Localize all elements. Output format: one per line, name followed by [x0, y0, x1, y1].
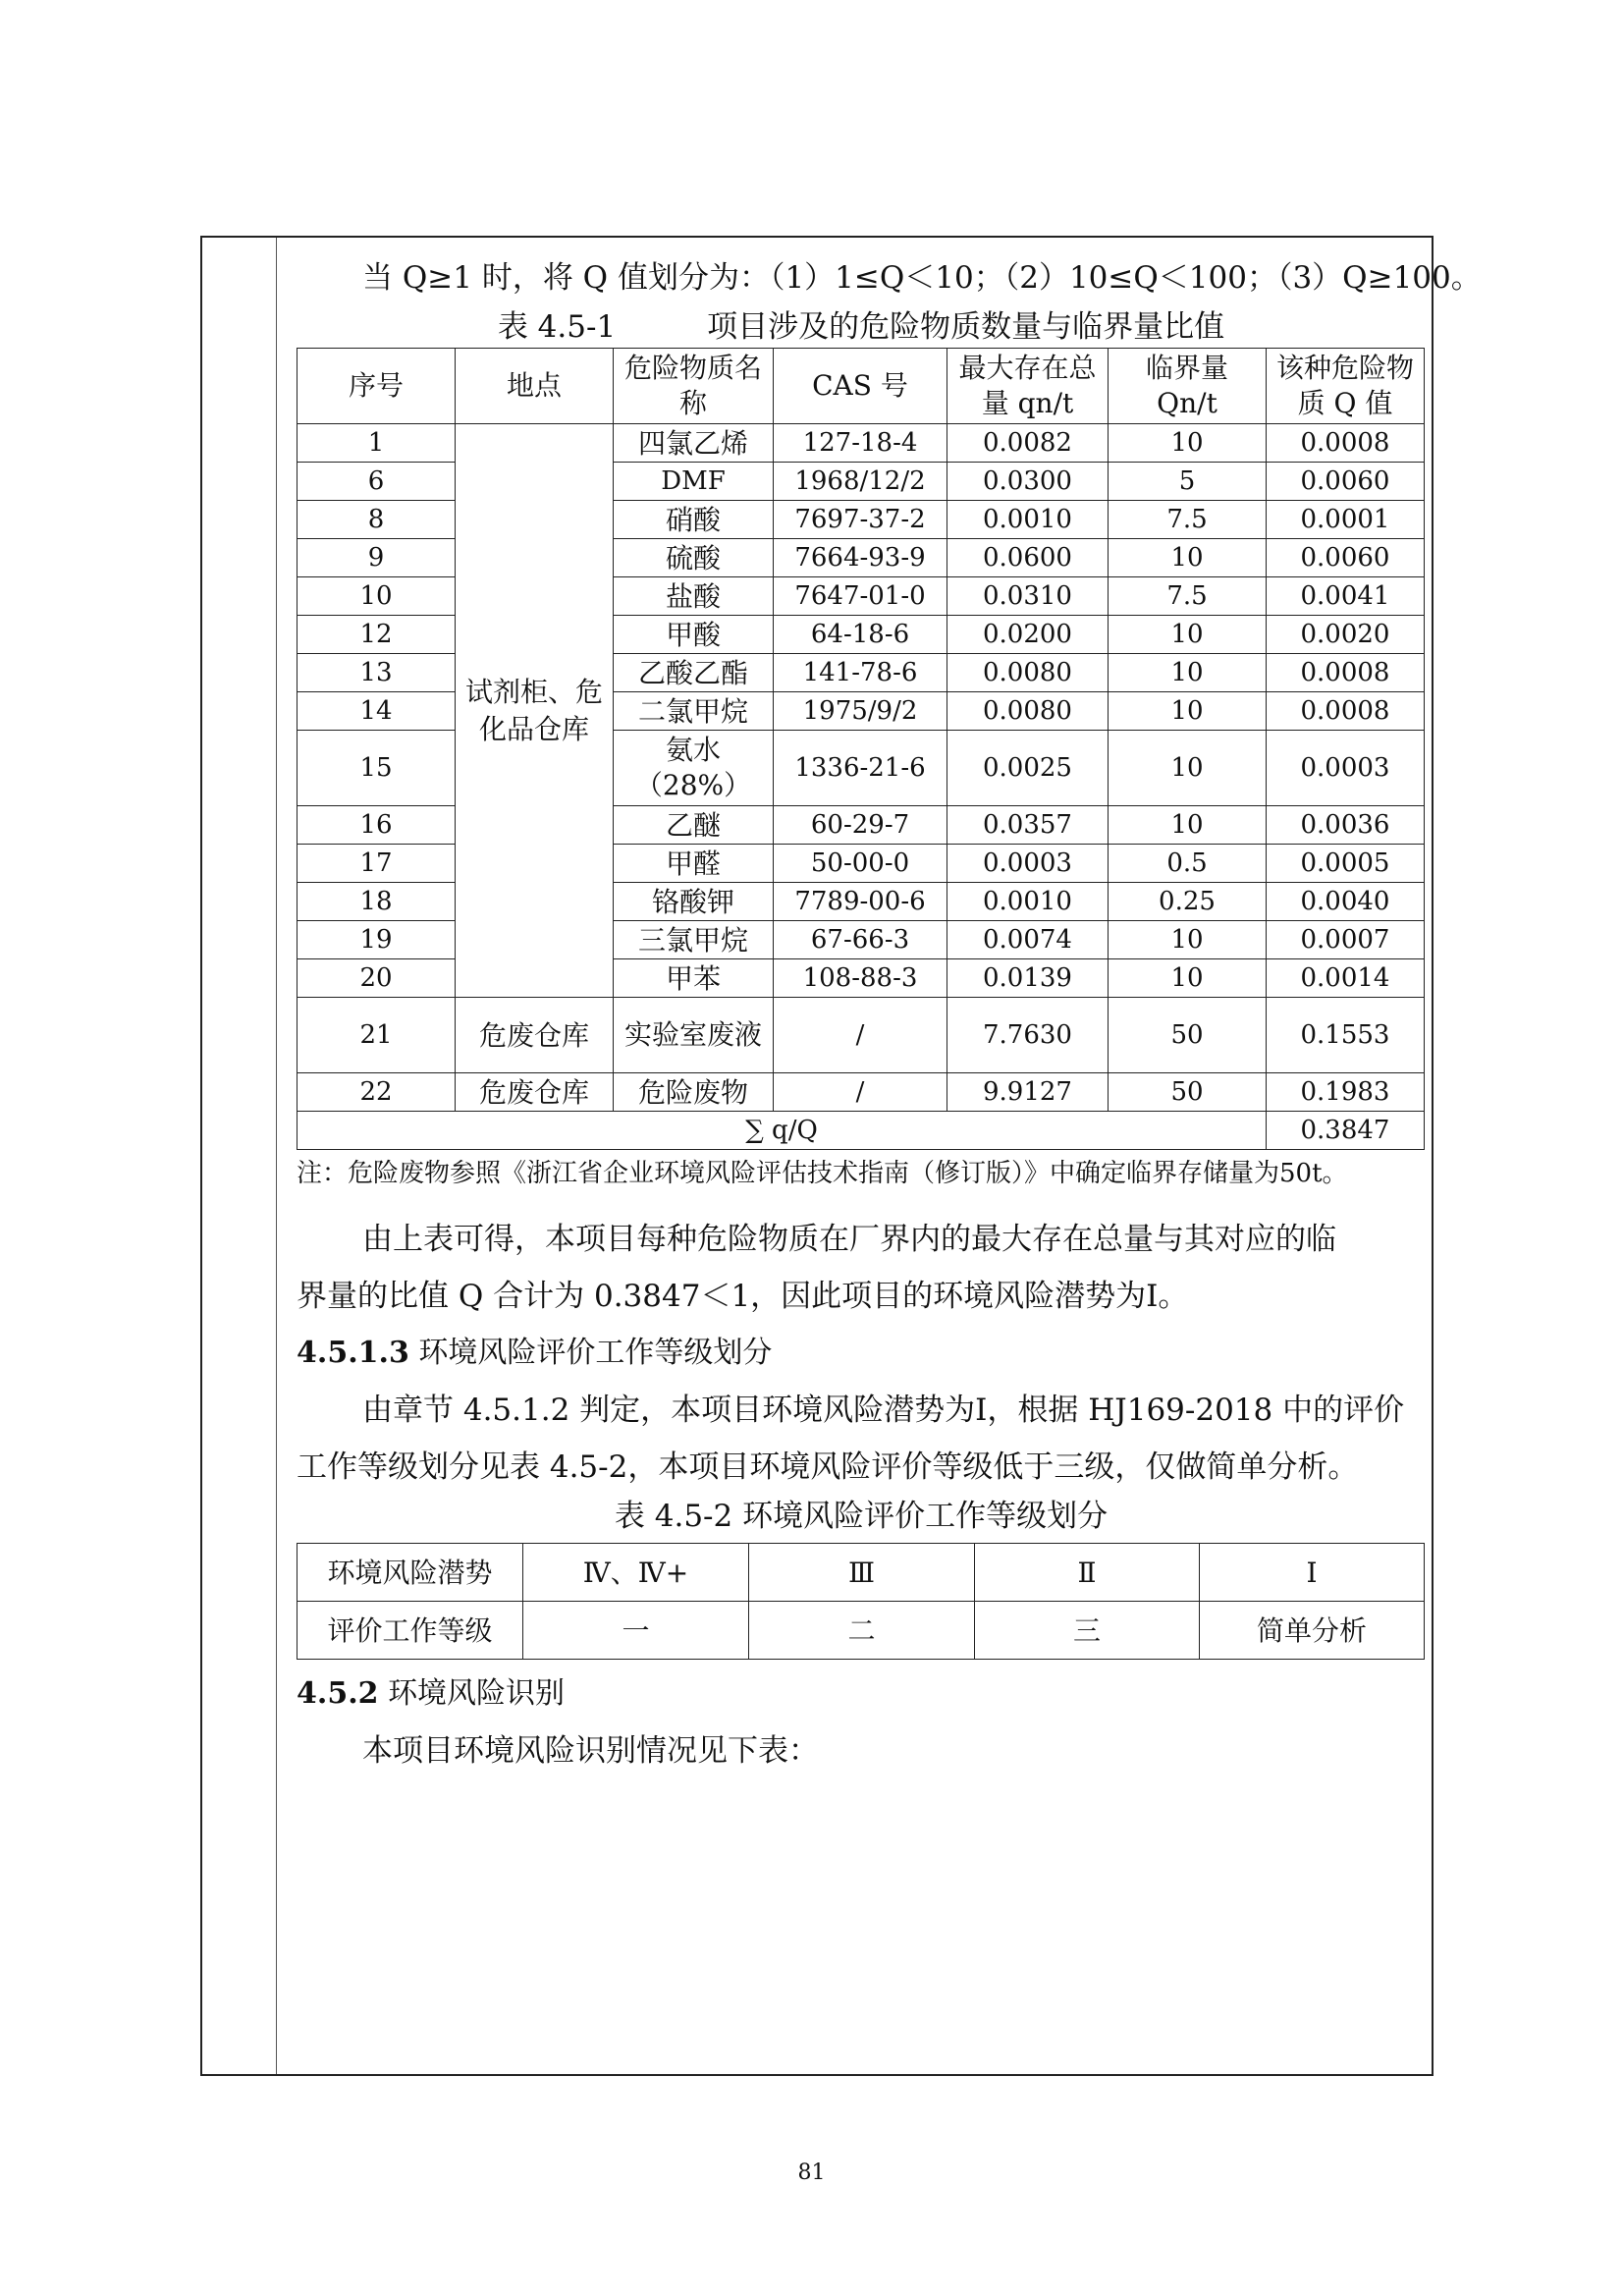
cell-q-value: 0.0003 [1267, 731, 1425, 806]
cell-q-value: 0.0060 [1267, 463, 1425, 501]
cell-max-amount: 0.0082 [947, 424, 1109, 463]
cell-q-value: 0.0008 [1267, 654, 1425, 692]
cell-value: Ⅱ [975, 1544, 1200, 1602]
cell-location: 危废仓库 [456, 1073, 614, 1112]
table-row [298, 424, 1425, 463]
cell-max-amount: 0.0010 [947, 501, 1109, 539]
cell-no: 22 [298, 1073, 456, 1112]
cell-cas: 67-66-3 [774, 921, 947, 959]
cell-cas: 141-78-6 [774, 654, 947, 692]
cell-q-value: 0.0008 [1267, 424, 1425, 463]
cell-cas: 108-88-3 [774, 959, 947, 998]
cell-substance: 乙醚 [614, 806, 774, 845]
section-heading-4-5-1-3 [297, 1325, 1426, 1382]
cell-substance: 四氯乙烯 [614, 424, 774, 463]
paragraph-1-line-2: 界量的比值 Q 合计为 0.3847＜1，因此项目的环境风险潜势为Ⅰ。 [297, 1279, 1189, 1314]
cell-max-amount: 9.9127 [947, 1073, 1109, 1112]
cell-max-amount: 0.0600 [947, 539, 1109, 577]
cell-threshold: 50 [1109, 998, 1267, 1073]
cell-q-value: 0.1983 [1267, 1073, 1425, 1112]
cell-header: 评价工作等级 [298, 1602, 523, 1660]
cell-max-amount: 0.0200 [947, 616, 1109, 654]
cell-substance: 硫酸 [614, 539, 774, 577]
table1-caption: 表 4.5-1 项目涉及的危险物质数量与临界量比值 [497, 309, 1225, 345]
col-header-threshold: 临界量 Qn/t [1109, 349, 1267, 424]
cell-cas: 7664-93-9 [774, 539, 947, 577]
paragraph-2-line-2: 工作等级划分见表 4.5-2，本项目环境风险评价等级低于三级，仅做简单分析。 [297, 1449, 1359, 1485]
cell-max-amount: 0.0003 [947, 845, 1109, 883]
cell-no: 21 [298, 998, 456, 1073]
col-header-q-value: 该种危险物质 Q 值 [1267, 349, 1425, 424]
cell-threshold: 10 [1109, 616, 1267, 654]
cell-no: 16 [298, 806, 456, 845]
heading-text: 环境风险评价工作等级划分 [418, 1336, 773, 1370]
cell-no: 17 [298, 845, 456, 883]
cell-no: 13 [298, 654, 456, 692]
cell-cas: 1968/12/2 [774, 463, 947, 501]
cell-substance: 氨水（28%） [614, 731, 774, 806]
cell-substance: 实验室废液 [614, 998, 774, 1073]
cell-substance: 硝酸 [614, 501, 774, 539]
cell-no: 15 [298, 731, 456, 806]
cell-location: 危废仓库 [456, 998, 614, 1073]
content-area [297, 249, 1482, 1779]
cell-no: 10 [298, 577, 456, 616]
hazard-substance-table [297, 348, 1425, 1150]
cell-q-value: 0.0008 [1267, 692, 1425, 731]
cell-max-amount: 7.7630 [947, 998, 1109, 1073]
cell-substance: 危险废物 [614, 1073, 774, 1112]
col-header-no: 序号 [298, 349, 456, 424]
cell-value: 一 [523, 1602, 749, 1660]
cell-cas: 7647-01-0 [774, 577, 947, 616]
risk-level-table [297, 1543, 1425, 1660]
cell-substance: 甲醛 [614, 845, 774, 883]
cell-max-amount: 0.0025 [947, 731, 1109, 806]
table-row [298, 1544, 1425, 1602]
cell-max-amount: 0.0080 [947, 654, 1109, 692]
col-header-substance: 危险物质名称 [614, 349, 774, 424]
cell-max-amount: 0.0357 [947, 806, 1109, 845]
cell-threshold: 10 [1109, 654, 1267, 692]
cell-threshold: 10 [1109, 921, 1267, 959]
cell-cas: 1336-21-6 [774, 731, 947, 806]
table-row [298, 1073, 1425, 1112]
cell-no: 18 [298, 883, 456, 921]
cell-q-value: 0.0005 [1267, 845, 1425, 883]
cell-threshold: 7.5 [1109, 501, 1267, 539]
cell-q-value: 0.0036 [1267, 806, 1425, 845]
cell-substance: DMF [614, 463, 774, 501]
cell-substance: 甲苯 [614, 959, 774, 998]
cell-threshold: 10 [1109, 959, 1267, 998]
sum-label: ∑ q/Q [298, 1112, 1267, 1150]
cell-no: 6 [298, 463, 456, 501]
cell-cas: 64-18-6 [774, 616, 947, 654]
table2-caption: 表 4.5-2 环境风险评价工作等级划分 [614, 1499, 1109, 1534]
heading-number: 4.5.1.3 [297, 1336, 409, 1370]
col-header-max-amount: 最大存在总量 qn/t [947, 349, 1109, 424]
cell-threshold: 10 [1109, 424, 1267, 463]
cell-cas: 1975/9/2 [774, 692, 947, 731]
cell-value: Ⅲ [749, 1544, 975, 1602]
cell-location-group: 试剂柜、危化品仓库 [456, 424, 614, 998]
cell-q-value: 0.0020 [1267, 616, 1425, 654]
cell-threshold: 5 [1109, 463, 1267, 501]
table-sum-row [298, 1112, 1425, 1150]
cell-threshold: 10 [1109, 539, 1267, 577]
cell-max-amount: 0.0074 [947, 921, 1109, 959]
cell-no: 12 [298, 616, 456, 654]
paragraph-2-line-1: 由章节 4.5.1.2 判定，本项目环境风险潜势为Ⅰ，根据 HJ169-2018 中的评价 [362, 1393, 1405, 1428]
section-heading-4-5-2 [297, 1666, 1426, 1722]
cell-cas: / [774, 1073, 947, 1112]
cell-q-value: 0.0040 [1267, 883, 1425, 921]
cell-substance: 二氯甲烷 [614, 692, 774, 731]
cell-cas: 50-00-0 [774, 845, 947, 883]
cell-threshold: 10 [1109, 692, 1267, 731]
cell-max-amount: 0.0139 [947, 959, 1109, 998]
cell-q-value: 0.1553 [1267, 998, 1425, 1073]
intro-line: 当 Q≥1 时，将 Q 值划分为：（1）1≤Q＜10；（2）10≤Q＜100；（3）Q≥100。 [362, 260, 1482, 296]
paragraph-3: 本项目环境风险识别情况见下表： [362, 1733, 819, 1769]
table-row [298, 998, 1425, 1073]
cell-no: 20 [298, 959, 456, 998]
cell-cas: 7697-37-2 [774, 501, 947, 539]
cell-max-amount: 0.0080 [947, 692, 1109, 731]
cell-no: 19 [298, 921, 456, 959]
frame-left-column-line [276, 238, 277, 2074]
paragraph-1-line-1: 由上表可得，本项目每种危险物质在厂界内的最大存在总量与其对应的临 [362, 1222, 1336, 1257]
cell-substance: 乙酸乙酯 [614, 654, 774, 692]
cell-threshold: 10 [1109, 731, 1267, 806]
cell-q-value: 0.0001 [1267, 501, 1425, 539]
cell-cas: 127-18-4 [774, 424, 947, 463]
cell-threshold: 0.25 [1109, 883, 1267, 921]
cell-value: 三 [975, 1602, 1200, 1660]
cell-value: Ⅳ、Ⅳ+ [523, 1544, 749, 1602]
table-row [298, 1602, 1425, 1660]
cell-max-amount: 0.0010 [947, 883, 1109, 921]
cell-q-value: 0.0007 [1267, 921, 1425, 959]
cell-q-value: 0.0060 [1267, 539, 1425, 577]
sum-value: 0.3847 [1267, 1112, 1425, 1150]
cell-substance: 盐酸 [614, 577, 774, 616]
cell-threshold: 10 [1109, 806, 1267, 845]
cell-no: 8 [298, 501, 456, 539]
cell-cas: 60-29-7 [774, 806, 947, 845]
cell-threshold: 50 [1109, 1073, 1267, 1112]
cell-threshold: 0.5 [1109, 845, 1267, 883]
cell-no: 14 [298, 692, 456, 731]
cell-threshold: 7.5 [1109, 577, 1267, 616]
cell-max-amount: 0.0310 [947, 577, 1109, 616]
table-note: 注：危险废物参照《浙江省企业环境风险评估技术指南（修订版）》中确定临界存储量为50t。 [297, 1159, 1348, 1188]
cell-q-value: 0.0041 [1267, 577, 1425, 616]
col-header-cas: CAS 号 [774, 349, 947, 424]
cell-value: Ⅰ [1200, 1544, 1425, 1602]
cell-header: 环境风险潜势 [298, 1544, 523, 1602]
cell-value: 简单分析 [1200, 1602, 1425, 1660]
col-header-location: 地点 [456, 349, 614, 424]
cell-substance: 甲酸 [614, 616, 774, 654]
cell-q-value: 0.0014 [1267, 959, 1425, 998]
page-frame [200, 236, 1482, 2076]
cell-substance: 铬酸钾 [614, 883, 774, 921]
heading-text: 环境风险识别 [388, 1676, 566, 1711]
heading-number: 4.5.2 [297, 1676, 379, 1711]
cell-substance: 三氯甲烷 [614, 921, 774, 959]
cell-no: 9 [298, 539, 456, 577]
cell-value: 二 [749, 1602, 975, 1660]
cell-cas: / [774, 998, 947, 1073]
cell-no: 1 [298, 424, 456, 463]
cell-cas: 7789-00-6 [774, 883, 947, 921]
page-number: 81 [797, 2160, 826, 2185]
table1-header-row [298, 349, 1425, 424]
cell-max-amount: 0.0300 [947, 463, 1109, 501]
